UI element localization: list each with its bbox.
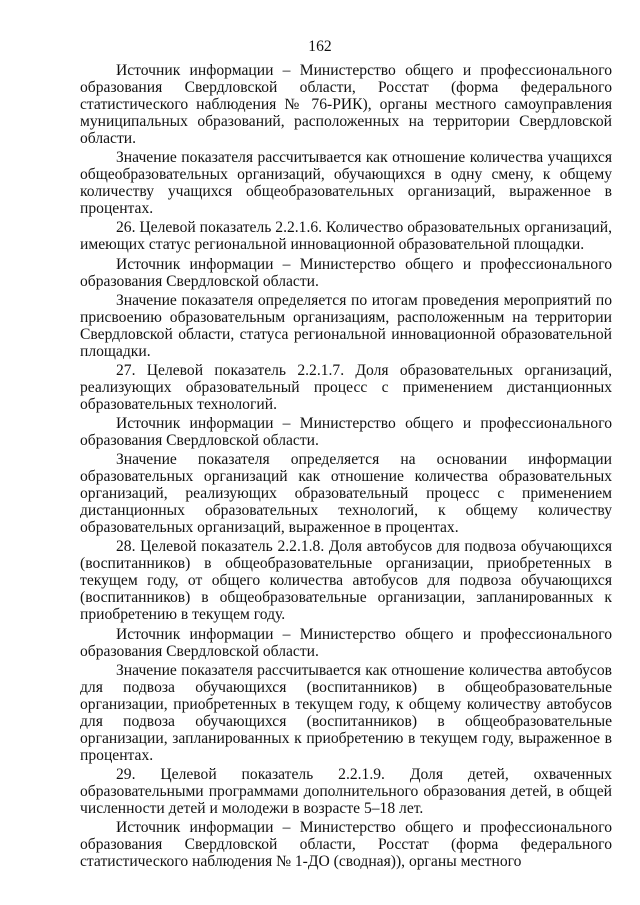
paragraph-source-info-2: Источник информации – Министерство общего и профессионального образования Свердловской области.: [80, 255, 612, 290]
paragraph-calc-one-shift: Значение показателя рассчитывается как отношение количества учащихся общеобразовательных организаций, обучающихся в одну смену, к общему количеству учащихся общеобразовательных организаций, выраженное в процентах.: [80, 149, 612, 218]
paragraph-indicator-28: 28. Целевой показатель 2.2.1.8. Доля автобусов для подвоза обучающихся (воспитанников) в общеобразовательные организации, приобретенных в текущем году, от общего количества автобусов для подвоза обучающихся (воспитанников) в общеобразовательные организации, запланированных к приобретению в текущем году.: [80, 538, 612, 624]
paragraph-calc-buses: Значение показателя рассчитывается как отношение количества автобусов для подвоза обучающихся (воспитанников) в общеобразовательные организации, приобретенных в текущем году, к общему количеству автобусов для подвоза обучающихся (воспитанников) в общеобразовательные организации, запланированных к приобретению в текущем году, выраженное в процентах.: [80, 661, 612, 764]
page-number: 162: [308, 38, 332, 55]
document-body: [80, 62, 612, 872]
paragraph-calc-distance: Значение показателя определяется на основании информации образовательных организаций как отношение количества образовательных организаций, реализующих образовательный процесс с применением дистанционных образовательных технологий, к общему количеству образовательных организаций, выраженное в процентах.: [80, 451, 612, 537]
paragraph-source-info-5: Источник информации – Министерство общего и профессионального образования Свердловской области, Росстат (форма федерального статистического наблюдения № 1-ДО (сводная)), органы местного: [80, 819, 612, 871]
paragraph-indicator-26: 26. Целевой показатель 2.2.1.6. Количество образовательных организаций, имеющих статус региональной инновационной образовательной площадки.: [80, 219, 612, 254]
paragraph-source-info-3: Источник информации – Министерство общего и профессионального образования Свердловской области.: [80, 414, 612, 449]
paragraph-calc-innovation: Значение показателя определяется по итогам проведения мероприятий по присвоению образовательным организациям, расположенным на территории Свердловской области, статуса региональной инновационной образовательной площадки.: [80, 291, 612, 360]
paragraph-source-info-4: Источник информации – Министерство общего и профессионального образования Свердловской области.: [80, 625, 612, 660]
paragraph-indicator-29: 29. Целевой показатель 2.2.1.9. Доля детей, охваченных образовательными программами дополнительного образования детей, в общей численности детей и молодежи в возрасте 5–18 лет.: [80, 765, 612, 817]
paragraph-source-info-1: Источник информации – Министерство общего и профессионального образования Свердловской области, Росстат (форма федерального статистического наблюдения № 76-РИК), органы местного самоуправления муниципальных образований, расположенных на территории Свердловской области.: [80, 62, 612, 148]
paragraph-indicator-27: 27. Целевой показатель 2.2.1.7. Доля образовательных организаций, реализующих образовательный процесс с применением дистанционных образовательных технологий.: [80, 361, 612, 413]
